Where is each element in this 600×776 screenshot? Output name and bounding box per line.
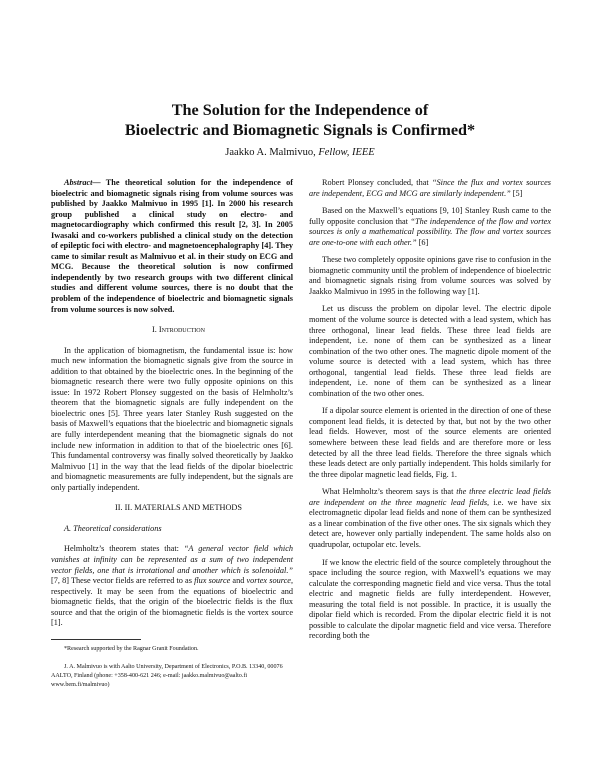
rush-paragraph <box>309 206 551 248</box>
section-title: Introduction <box>158 325 205 335</box>
flux-source-term: flux source <box>194 576 231 586</box>
section-heading-methods: II. II. MATERIALS AND METHODS <box>115 503 242 513</box>
abstract-label: Abstract— <box>64 178 101 187</box>
dipolar-source-paragraph: If a dipolar source element is oriented in the direction of one of these component lead fields, it is detected by that, but not by the two other lead fields. However, most of the source elements are oriented somewhere between these lead fields and are therefore more or less detected by all the three lead fields. Therefore the three signals which these leads detect are only partially independent. This holds similarly for the three dipolar magnetic lead fields, Fig. 1. <box>309 406 551 479</box>
title-line-2: Bioelectric and Biomagnetic Signals is Confirmed* <box>124 121 476 139</box>
plonsey-quote: “Since the flux and vortex sources are independent, ECG and MCG are similarly independent.” <box>309 178 551 198</box>
theorem-post: i.e. we have six electromagnetic dipolar lead fields and none of them can be synthesized as a linear combination of the five other ones. The six signals which they detect are, however only partially independent. The same holds also on quadrupolar, octupolar etc. levels. <box>309 497 551 549</box>
section-heading-introduction <box>51 325 293 336</box>
helmholtz-and: and <box>230 576 247 586</box>
author-line <box>0 147 600 158</box>
helmholtz-pre: Helmholtz’s theorem states that: <box>64 544 184 554</box>
intro-paragraph: In the application of biomagnetism, the fundamental issue is: how much new information the biomagnetic signals give from the source in addition to that obtained by the bioelectric ones. In the beginning of the biomagnetic research there were two fully opposite opinions on this issue: In 1972 Robert Plonsey suggested on the basis of Helmholtz’s theorem that the biomagnetic signals are fully independent on the bioelectric ones [5]. Three years later Stanley Rush suggested on the basis of Maxwell’s equations that the bioelectric and biomagnetic signals are fully interdependent meaning that the biomagnetic signals do not include new information in addition to that of the bioelectric ones [6]. This fundamental controversy was finally solved theoretically by Jaakko Malmivuo [1] in the way that the lead fields of the dipolar bioelectric and biomagnetic measurements are fully independent, but the signals are only partially independent. <box>51 345 293 492</box>
maxwell-paragraph: If we know the electric field of the source completely throughout the space including the source region, with Maxwell’s equations we may calculate the corresponding magnetic field and vice versa. Thus the total electric and magnetic fields are fully interdependent. However, measuring the total field is not possible. In practice, it is usually the dipolar field which is recorded. From the dipolar electric field it is not possible to calculate the dipolar magnetic field and vice versa. Therefore recording both the <box>309 557 551 641</box>
abstract-text: The theoretical solution for the independence of bioelectric and biomagnetic signals rising from volume sources was published by Jaakko Malmivuo in 1995 [1]. In 2000 his research group published a clinical study on electro- and magnetocardiography which confirmed this result [2, 3]. In 2005 Iwasaki and co-workers published a clinical study on the detection of epileptic foci with electro- and magnetoencephalography [4]. They came to similar result as Malmivuo et al. in their study on ECG and MCG. Because the theoretical solution is now confirmed independently by two research groups with two different clinical studies and different volume sources, there is no doubt that the problem of the independence of bioelectric and biomagnetic signals from volume sources is now solved. <box>51 178 293 314</box>
plonsey-paragraph <box>309 178 551 199</box>
right-column <box>309 178 551 649</box>
vortex-source-term: vortex source <box>246 576 291 586</box>
rush-post: [6] <box>416 237 429 247</box>
helmholtz-paragraph <box>51 544 293 628</box>
helmholtz-post: , respectively. It may be seen from the equations of bioelectric and biomagnetic fields, that the origin of the bioelectric fields is the flux source and that the origin of the biomagnetic fields is the vortex source [1]. <box>51 576 293 628</box>
section-number: I. <box>152 325 157 335</box>
paper-title <box>0 100 600 140</box>
footnote-funding: *Research supported by the Ragnar Granit Foundation. <box>64 645 199 652</box>
dipolar-paragraph: Let us discuss the problem on dipolar level. The electric dipole moment of the volume source is detected with a lead system, which has three orthogonal, linear lead fields. These three lead fields are independent, i.e. none of them can be synthesized as a linear combination of the two other ones. The magnetic dipole moment of the volume source is detected with a lead system, which has three orthogonal, tangential lead fields. These three lead fields are independent, i.e. none of them can be synthesized as a linear combination of the two other ones. <box>309 304 551 398</box>
footnote-affiliation: J. A. Malmivuo is with Aalto University, Department of Electronics, P.O.B. 13340, 00076 AALTO, Finland (phone: +358-400-621 246; e-mail: jaakko.malmivuo@aalto.fi www.bem.fi/malmivuo) <box>51 664 283 688</box>
theorem-italic: the three electric lead fields are independent on the three magnetic lead fields, <box>309 487 551 507</box>
left-column <box>51 178 293 699</box>
confusion-paragraph: These two completely opposite opinions gave rise to confusion in the biomagnetic community until the problem of independence of bioelectric and biomagnetic signals rising from volume sources was solved by Jaakko Malmivuo in 1995 in the following way [1]. <box>309 255 551 296</box>
subsection-heading: A. Theoretical considerations <box>64 523 162 533</box>
plonsey-pre: Robert Plonsey concluded, that <box>322 178 432 187</box>
helmholtz-mid: [7, 8] These vector fields are referred to as <box>51 576 195 586</box>
title-line-1: The Solution for the Independence of <box>171 101 429 119</box>
rush-quote: “The independence of the flow and vortex sources is only a mathematical possibility. The flow and vortex sources are one-to-one with each other.” <box>309 216 551 247</box>
plonsey-post: [5] <box>510 188 523 198</box>
theorem-paragraph <box>309 487 551 550</box>
theorem-pre: What Helmholtz’s theorem says is that <box>322 487 457 497</box>
rush-pre: Based on the Maxwell’s equations [9, 10] Stanley Rush came to the fully opposite conclusion that <box>309 206 551 226</box>
helmholtz-quote: “A general vector field which vanishes at infinity can be represented as a sum of two independent vector fields, one that is irrotational and another which is solenoidal.” <box>51 544 293 575</box>
footnote-rule <box>51 639 141 640</box>
abstract <box>51 178 293 315</box>
author-role: Fellow, IEEE <box>318 147 375 158</box>
author-name: Jaakko A. Malmivuo, <box>225 147 316 158</box>
